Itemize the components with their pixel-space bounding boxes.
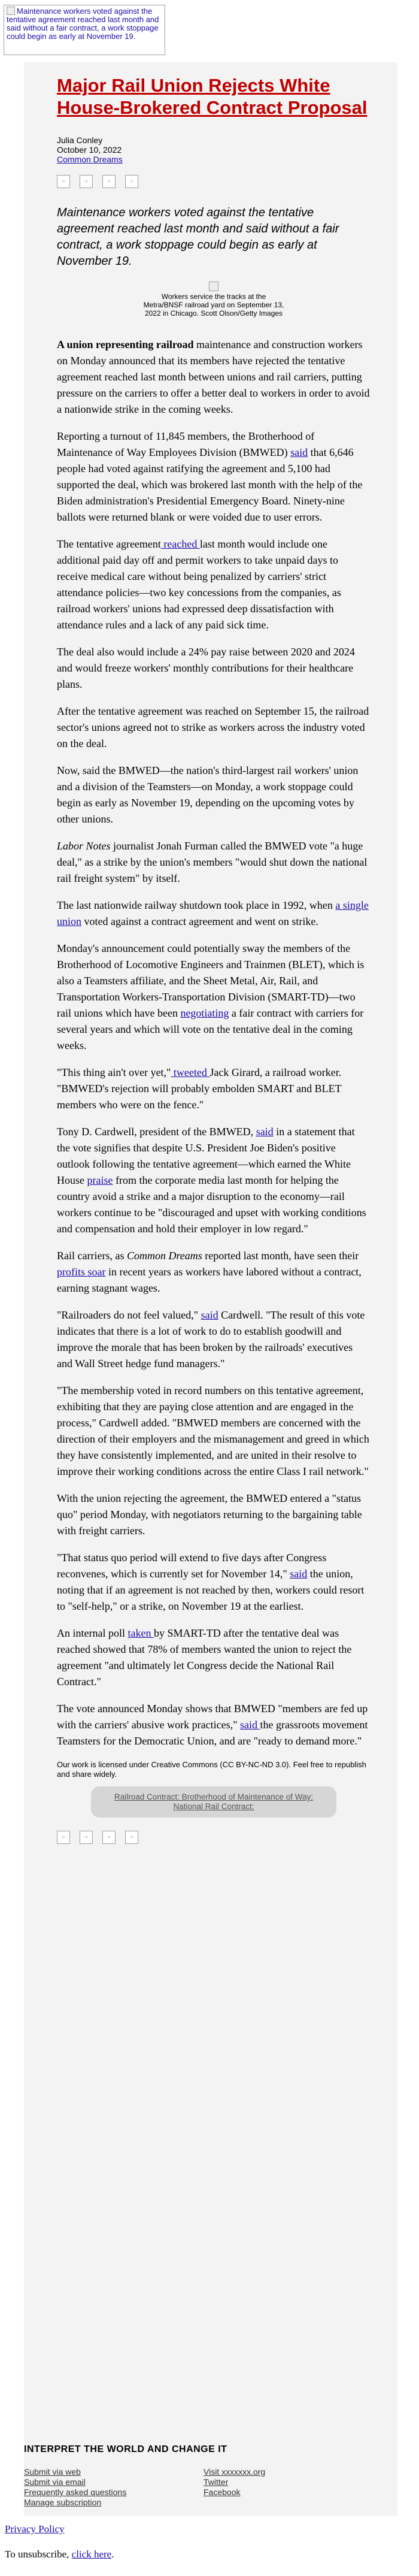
text-segment: voted against a contract agreement and went on strike. bbox=[81, 915, 318, 927]
article-lede: Maintenance workers voted against the tentative agreement reached last month and said without a fair contract, a work stoppage could begin as early at November 19. bbox=[57, 206, 339, 268]
bold-text: A union representing railroad bbox=[57, 338, 194, 350]
privacy-policy-link[interactable]: Privacy Policy bbox=[5, 2523, 65, 2535]
facebook-share-icon[interactable]: ▫ bbox=[57, 175, 70, 188]
facebook-share-icon[interactable]: ▫ bbox=[57, 1831, 70, 1844]
article-headline bbox=[57, 74, 371, 119]
text-segment: "Railroaders do not feel valued," bbox=[57, 1309, 201, 1321]
text-segment: reported last month, have seen their bbox=[202, 1250, 359, 1262]
related-topics bbox=[91, 1786, 336, 1818]
footer-link-visit-site[interactable]: Visit xxxxxxx.org bbox=[204, 2467, 266, 2477]
license-note: Our work is licensed under Creative Commons (CC BY-NC-ND 3.0). Feel free to republish and share widely. bbox=[57, 1760, 366, 1779]
twitter-share-icon[interactable]: ▫ bbox=[80, 175, 93, 188]
article-paragraph bbox=[57, 1248, 371, 1296]
link-share-icon[interactable]: ▫ bbox=[125, 175, 138, 188]
article-body bbox=[57, 337, 371, 1749]
article-paragraph bbox=[57, 1701, 371, 1749]
article-paragraph bbox=[57, 1490, 371, 1539]
article-card bbox=[24, 62, 397, 2426]
text-segment: After the tentative agreement was reached on September 15, the railroad sector's unions agreed not to strike as workers across the industry voted on the deal. bbox=[57, 705, 369, 749]
inline-link[interactable]: praise bbox=[87, 1174, 113, 1186]
article-paragraph bbox=[57, 1124, 371, 1237]
email-share-icon[interactable]: ▫ bbox=[102, 175, 116, 188]
footer-link-faq[interactable]: Frequently asked questions bbox=[24, 2487, 127, 2497]
unsubscribe-link[interactable]: click here bbox=[71, 2548, 112, 2560]
inline-link[interactable]: negotiating bbox=[180, 1007, 229, 1019]
figure-caption: Workers service the tracks at the Metra/BNSF railroad yard on September 13, 2022 in Chicago. Scott Olson/Getty Images bbox=[143, 292, 284, 318]
inline-link[interactable]: a single union bbox=[57, 899, 369, 927]
text-segment: Cardwell. "The result of this vote indicates that there is a lot of work to do to establish goodwill and improve the morale that has been broken by the railroads' executives and Wall Street hedge fund managers." bbox=[57, 1309, 365, 1369]
text-segment: maintenance and construction workers on Monday announced that its members have rejected the tentative agreement reached last month between unions and rail carriers, putting pressure on the carriers to offer a better deal to workers in order to avoid a nationwide strike in the coming weeks. bbox=[57, 338, 370, 415]
share-icons-bottom bbox=[57, 1831, 371, 1844]
text-segment: "The membership voted in record numbers on this tentative agreement, exhibiting that they are paying close attention and are engaged in the process," Cardwell added. "BMWED members are concerned with the direction of their employers and the mismanagement and greed in which they have consistently implemented, and are united in their resolve to improve their working conditions across the entire Class I rail network." bbox=[57, 1384, 369, 1477]
share-icons-top bbox=[57, 175, 371, 188]
article-paragraph bbox=[57, 1625, 371, 1690]
footer-right-links bbox=[204, 2467, 383, 2508]
text-segment: Reporting a turnout of 11,845 members, the Brotherhood of Maintenance of Way Employees Division (BMWED) bbox=[57, 430, 315, 458]
footer-link-submit-web[interactable]: Submit via web bbox=[24, 2467, 81, 2477]
text-segment: "This thing ain't over yet," bbox=[57, 1066, 171, 1078]
text-segment: that 6,646 people had voted against ratifying the agreement and 5,100 had supported the deal, which was brokered last month with the help of the Biden administration's Presidential Emergency Board. Ninety-nine ballots were returned blank or were voided due to user errors. bbox=[57, 446, 363, 523]
article-paragraph bbox=[57, 1383, 371, 1480]
photo-placeholder-icon bbox=[209, 282, 218, 291]
headline-link[interactable]: Major Rail Union Rejects White House-Brokered Contract Proposal bbox=[57, 75, 368, 118]
footer-link-facebook[interactable]: Facebook bbox=[204, 2487, 241, 2497]
unsubscribe-suffix: . bbox=[111, 2548, 114, 2560]
text-segment: a fair contract with carriers for several years and which will vote on the tentative deal in the coming weeks. bbox=[57, 1007, 364, 1051]
footer-link-twitter[interactable]: Twitter bbox=[204, 2477, 229, 2487]
text-segment: Rail carriers, as bbox=[57, 1250, 127, 1262]
header-image-alt-text: Maintenance workers voted against the tentative agreement reached last month and said without a fair contract, a work stoppage could begin as early at November 19. bbox=[7, 7, 159, 41]
footer-link-manage[interactable]: Manage subscription bbox=[24, 2498, 102, 2507]
text-segment: by SMART-TD after the tentative deal was reached showed that 78% of members wanted the union to reject the agreement "and ultimately let Congress decide the National Rail Contract." bbox=[57, 1627, 352, 1688]
inline-link[interactable]: reached bbox=[160, 538, 200, 550]
email-bottom bbox=[5, 2523, 114, 2560]
text-segment: Jack Girard, a railroad worker. "BMWED's rejection will probably embolden SMART and BLET members who were on the fence." bbox=[57, 1066, 342, 1111]
inline-link[interactable]: taken bbox=[127, 1627, 154, 1639]
article-paragraph bbox=[57, 897, 371, 930]
text-segment: An internal poll bbox=[57, 1627, 128, 1639]
text-segment: "That status quo period will extend to five days after Congress reconvenes, which is currently set for November 14," bbox=[57, 1552, 327, 1580]
author-name: Julia Conley bbox=[57, 135, 103, 145]
text-segment: With the union rejecting the agreement, the BMWED entered a "status quo" period Monday, with negotiators returning to the bargaining table with freight carriers. bbox=[57, 1492, 362, 1537]
text-segment: from the corporate media last month for helping the country avoid a strike and a major disruption to the economy—rail workers continue to be "discouraged and upset with working conditions and compensation and hold their employer in low regard." bbox=[57, 1174, 366, 1235]
text-segment: journalist Jonah Furman called the BMWED vote "a huge deal," as a strike by the union's members "would shut down the national rail freight system" by itself. bbox=[57, 840, 368, 884]
article-meta bbox=[57, 135, 371, 164]
text-segment: in a statement that the vote signifies that despite U.S. President Joe Biden's positive outlook following the tentative agreement—which earned the White House bbox=[57, 1126, 355, 1186]
text-segment: Monday's announcement could potentially sway the members of the Brotherhood of Locomotive Engineers and Trainmen (BLET), which is also a Teamsters affiliate, and the Sheet Metal, Air, Rail, and Transportation Workers-Transportation Division (SMART-TD)—two rail unions which have been bbox=[57, 942, 365, 1019]
inline-link[interactable]: said bbox=[239, 1719, 260, 1731]
inline-link[interactable]: said bbox=[290, 1568, 308, 1580]
related-topics-link[interactable]: Railroad Contract: Brotherhood of Maintenance of Way: National Rail Contract: bbox=[114, 1792, 313, 1811]
inline-link[interactable]: said bbox=[201, 1309, 218, 1321]
text-segment: Now, said the BMWED—the nation's third-largest rail workers' union and a division of the Teamsters—on Monday, a work stoppage could begin as early as November 19, depending on the upcoming votes by other unions. bbox=[57, 764, 359, 825]
footer-link-submit-email[interactable]: Submit via email bbox=[24, 2477, 86, 2487]
article-paragraph bbox=[57, 838, 371, 887]
inline-link[interactable]: tweeted bbox=[171, 1066, 210, 1078]
article-paragraph bbox=[57, 941, 371, 1054]
italic-text: Common Dreams bbox=[126, 1250, 202, 1262]
inline-link[interactable]: said bbox=[290, 446, 308, 458]
text-segment: Tony D. Cardwell, president of the BMWED, bbox=[57, 1126, 256, 1138]
publish-date: October 10, 2022 bbox=[57, 145, 122, 155]
unsubscribe-line bbox=[5, 2548, 114, 2560]
text-segment: last month would include one additional paid day off and permit workers to take unpaid days to receive medical care without being penalized by carriers' strict attendance policies—two key concessions from the companies, as railroad workers' unions had expressed deep dissatisfaction with attendance rules and a lack of any paid sick time. bbox=[57, 538, 341, 631]
newsletter-footer bbox=[24, 2426, 397, 2516]
text-segment: The tentative agreement bbox=[57, 538, 161, 550]
article-paragraph bbox=[57, 536, 371, 633]
unsubscribe-prefix: To unsubscribe, bbox=[5, 2548, 72, 2560]
text-segment: the grassroots movement Teamsters for the Democratic Union, and are "ready to demand more." bbox=[57, 1719, 368, 1747]
broken-image-icon bbox=[7, 7, 15, 15]
article-paragraph bbox=[57, 703, 371, 752]
article-paragraph bbox=[57, 1550, 371, 1614]
article-figure bbox=[57, 282, 371, 318]
source-link[interactable]: Common Dreams bbox=[57, 155, 123, 164]
email-share-icon[interactable]: ▫ bbox=[102, 1831, 116, 1844]
article-paragraph bbox=[57, 428, 371, 525]
article-paragraph bbox=[57, 337, 371, 418]
article-paragraph bbox=[57, 1065, 371, 1113]
text-segment: The vote announced Monday shows that BMWED "members are fed up with the carriers' abusive work practices," bbox=[57, 1703, 368, 1731]
article-paragraph bbox=[57, 763, 371, 827]
inline-link[interactable]: said bbox=[256, 1126, 274, 1138]
twitter-share-icon[interactable]: ▫ bbox=[80, 1831, 93, 1844]
footer-left-links bbox=[24, 2467, 204, 2508]
text-segment: The deal also would include a 24% pay raise between 2020 and 2024 and would freeze workers' monthly contributions for their healthcare plans. bbox=[57, 646, 355, 690]
link-share-icon[interactable]: ▫ bbox=[125, 1831, 138, 1844]
footer-title: INTERPRET THE WORLD AND CHANGE IT bbox=[24, 2444, 227, 2454]
italic-text: Labor Notes bbox=[57, 840, 111, 852]
header-image-broken[interactable] bbox=[4, 5, 165, 55]
text-segment: The last nationwide railway shutdown took place in 1992, when bbox=[57, 899, 336, 911]
text-segment: the union, noting that if an agreement is not reached by then, workers could resort to "self-help," or a strike, on November 19 at the earliest. bbox=[57, 1568, 365, 1612]
text-segment: in recent years as workers have labored without a contract, earning stagnant wages. bbox=[57, 1266, 362, 1294]
article-paragraph bbox=[57, 1307, 371, 1372]
article-paragraph bbox=[57, 644, 371, 693]
inline-link[interactable]: profits soar bbox=[57, 1266, 106, 1278]
